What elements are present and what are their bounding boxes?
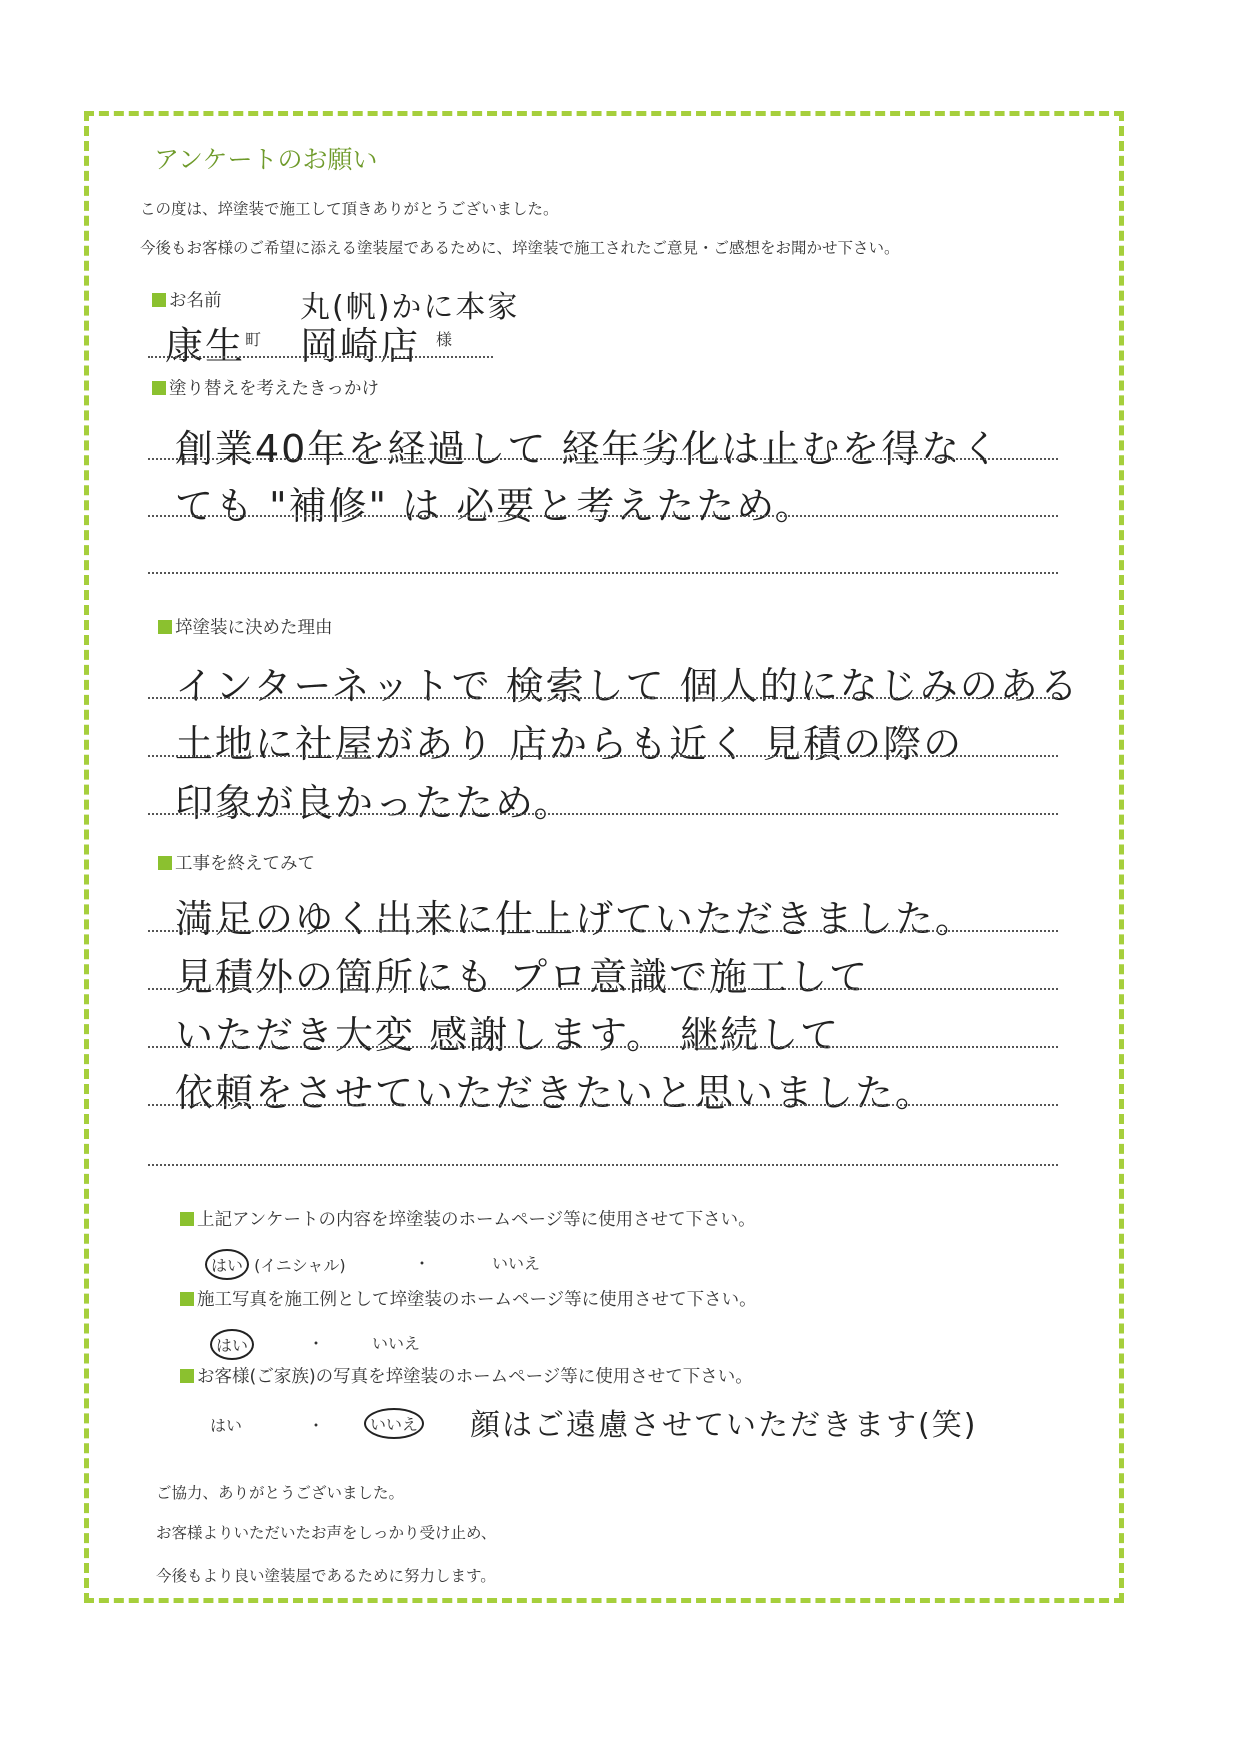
bullet-square-icon — [180, 1212, 194, 1226]
repaint-reason-line1: 創業40年を経過して 経年劣化は止むを得なく — [175, 427, 1002, 471]
bullet-square-icon — [180, 1369, 194, 1383]
choose-reason-label: 埣塗装に決めた理由 — [158, 614, 333, 639]
ruled-line — [148, 1046, 1058, 1048]
intro-text-2: 今後もお客様のご希望に添える塗装屋であるために、埣塗装で施工されたご意見・ご感想をお聞かせ下さい。 — [140, 239, 900, 257]
q2-yes-circle: はい — [210, 1329, 254, 1360]
ruled-line — [148, 515, 1058, 517]
footer-line-1: ご協力、ありがとうございました。 — [156, 1484, 405, 1502]
ruled-line — [148, 572, 1058, 574]
after-work-line4: 依頼をさせていただきたいと思いました。 — [175, 1071, 936, 1115]
q3-no-circle: いいえ — [364, 1408, 424, 1439]
name-label: お名前 — [152, 287, 222, 312]
bullet-square-icon — [180, 1292, 194, 1306]
form-title: アンケートのお願い — [154, 145, 378, 174]
q3-no-option[interactable] — [364, 1408, 424, 1439]
repaint-reason-label: 塗り替えを考えたきっかけ — [152, 375, 379, 400]
q3-separator: ・ — [308, 1416, 325, 1435]
bullet-square-icon — [158, 856, 172, 870]
footer-line-3: 今後もより良い塗装屋であるために努力します。 — [156, 1567, 496, 1585]
repaint-reason-line2: ても "補修" は 必要と考えたため。 — [175, 484, 815, 528]
choose-reason-line2: 土地に社屋があり 店からも近く 見積の際の — [175, 722, 964, 766]
handwritten-name-line2: 岡崎店 — [300, 324, 421, 368]
ruled-line — [148, 1164, 1058, 1166]
bullet-square-icon — [158, 620, 172, 634]
handwritten-town: 康生 — [165, 324, 246, 368]
choose-reason-line3: 印象が良かったため。 — [175, 781, 574, 825]
ruled-line — [148, 813, 1058, 815]
q2-separator: ・ — [308, 1334, 325, 1353]
intro-text-1: この度は、埣塗装で施工して頂きありがとうございました。 — [140, 200, 559, 218]
q1-no-option[interactable]: いいえ — [492, 1254, 541, 1273]
after-work-label: 工事を終えてみて — [158, 850, 315, 875]
footer-line-2: お客様よりいただいたお声をしっかり受け止め、 — [156, 1524, 497, 1542]
q1-yes-option[interactable]: はい — [205, 1249, 249, 1280]
consent-question-3: お客様(ご家族)の写真を埣塗装のホームページ等に使用させて下さい。 — [180, 1363, 753, 1388]
bullet-square-icon — [152, 293, 166, 307]
consent-question-1: 上記アンケートの内容を埣塗装のホームページ等に使用させて下さい。 — [180, 1206, 756, 1231]
ruled-line — [148, 1104, 1058, 1106]
handwritten-name-line1: 丸(帆)かに本家 — [300, 290, 520, 325]
honorific: 様 — [436, 330, 453, 349]
ruled-line — [148, 988, 1058, 990]
ruled-line — [148, 755, 1058, 757]
consent-answer-1 — [205, 1249, 346, 1280]
ruled-line — [148, 930, 1058, 932]
q2-yes-option[interactable] — [210, 1329, 254, 1360]
q1-yes-note: (イニシャル) — [254, 1256, 346, 1275]
consent-question-2: 施工写真を施工例として埣塗装のホームページ等に使用させて下さい。 — [180, 1286, 757, 1311]
after-work-line2: 見積外の箇所にも プロ意識で施工して — [175, 955, 870, 999]
q2-no-option[interactable]: いいえ — [372, 1334, 421, 1353]
q3-yes-option[interactable]: はい — [210, 1416, 243, 1435]
after-work-line3: いただき大変 感謝します。 継続して — [175, 1013, 841, 1057]
q1-separator: ・ — [414, 1254, 431, 1273]
bullet-square-icon — [152, 381, 166, 395]
name-line — [148, 356, 493, 358]
after-work-line1: 満足のゆく出来に仕上げていただきました。 — [175, 897, 976, 941]
town-suffix: 町 — [245, 330, 262, 349]
ruled-line — [148, 697, 1058, 699]
q3-handwritten-note: 顔はご遠慮させていただきます(笑) — [470, 1408, 978, 1443]
choose-reason-line1: インターネットで 検索して 個人的になじみのある — [175, 664, 1080, 708]
ruled-line — [148, 458, 1058, 460]
